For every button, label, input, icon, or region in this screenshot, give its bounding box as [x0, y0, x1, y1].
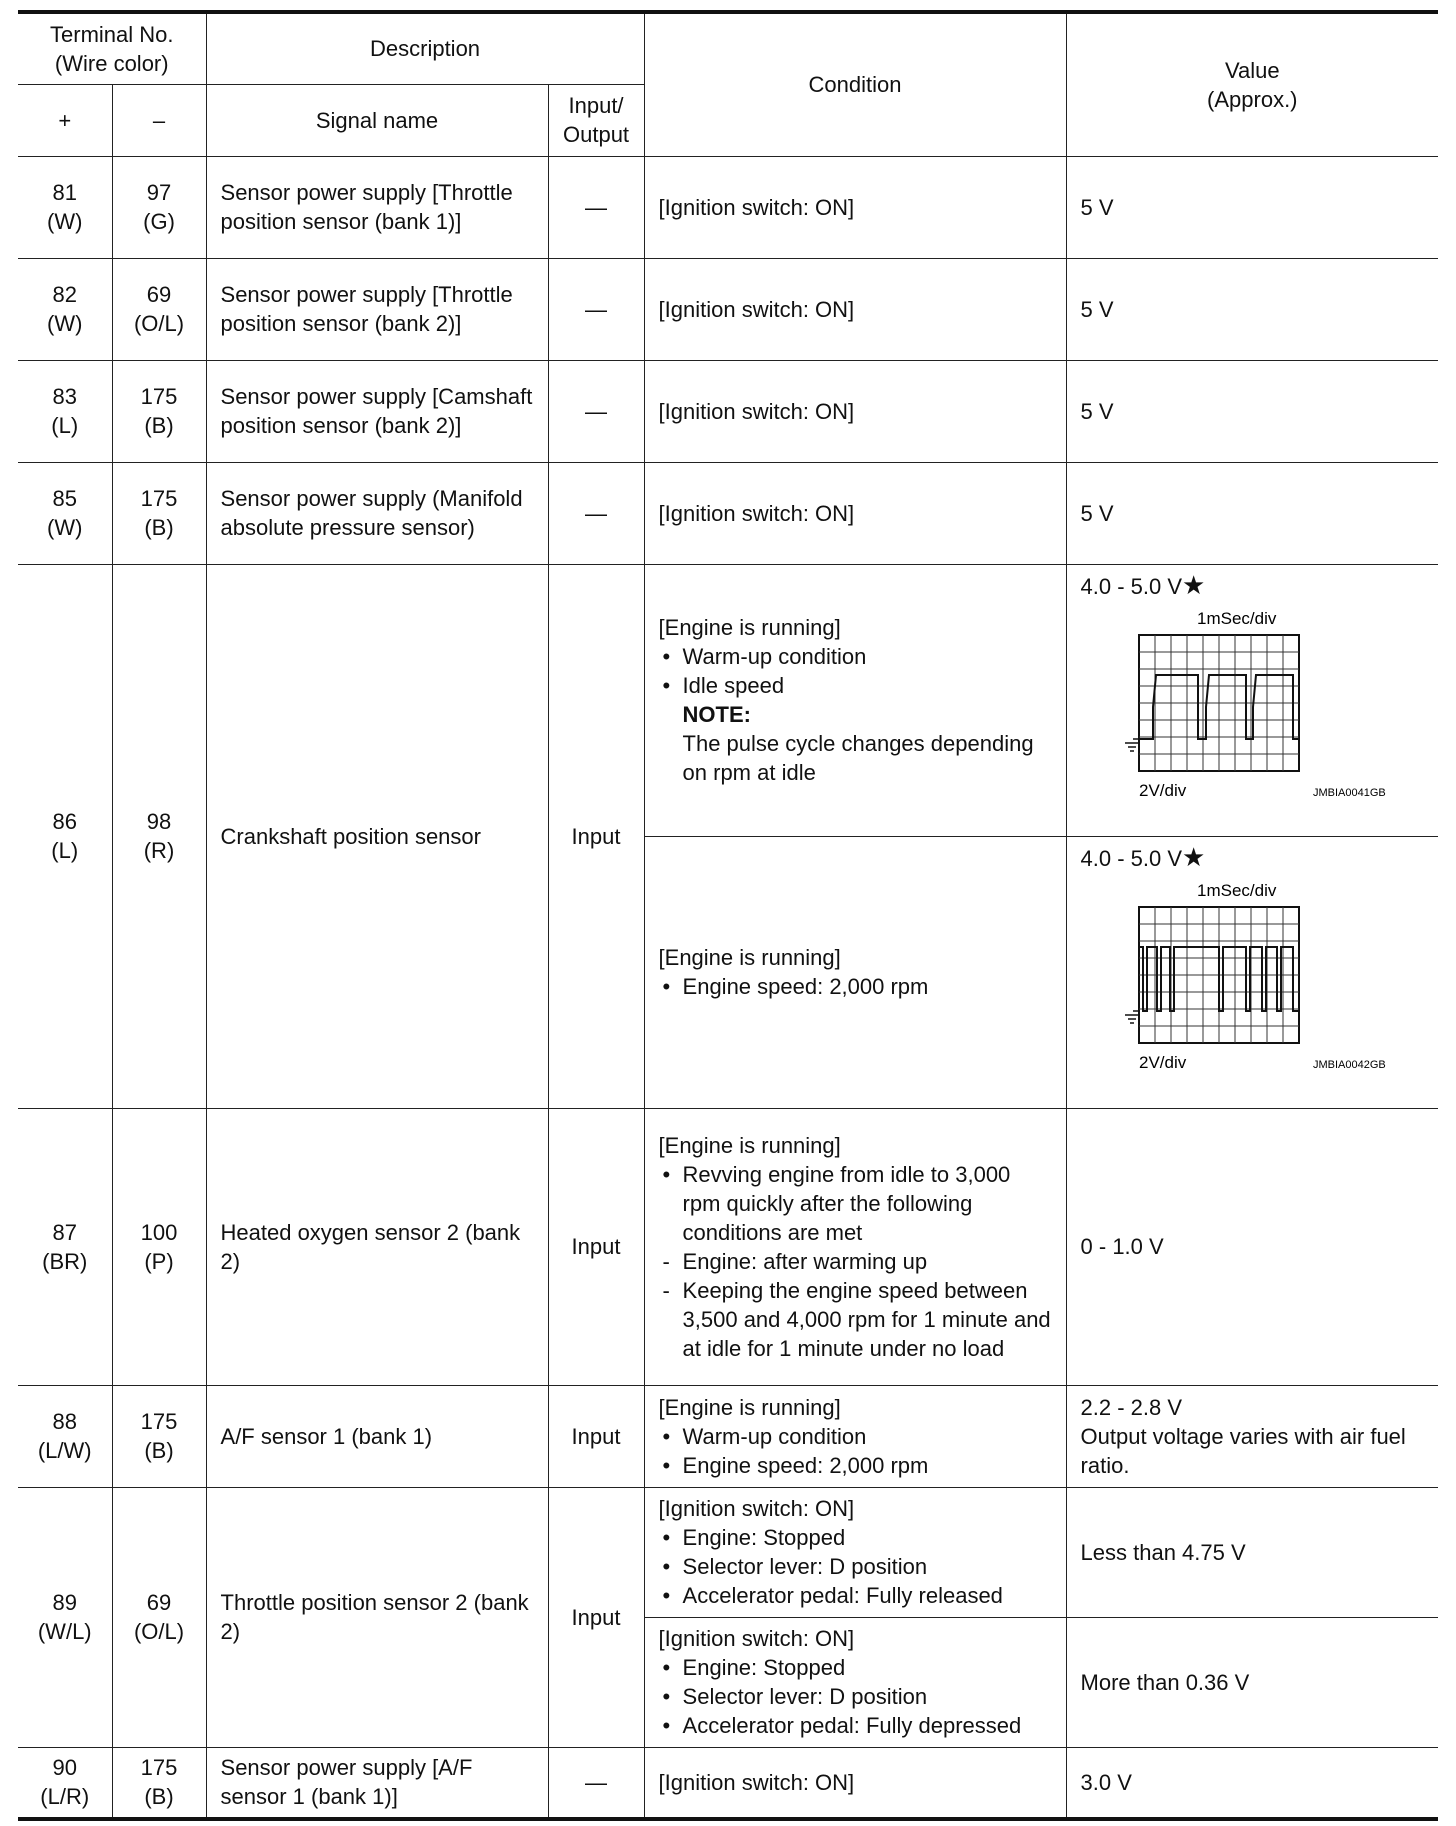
condition: [Ignition switch: ON] — [644, 360, 1066, 462]
signal-name: Sensor power supply [Throttle position sensor (bank 2)] — [206, 258, 548, 360]
value: 3.0 V — [1066, 1747, 1438, 1819]
header-value: Value (Approx.) — [1066, 12, 1438, 156]
plus-terminal: 89 (W/L) — [18, 1487, 112, 1747]
signal-name: Sensor power supply (Manifold absolute pressure sensor) — [206, 462, 548, 564]
list-item: • Engine speed: 2,000 rpm — [662, 974, 929, 999]
value — [1066, 836, 1438, 1108]
list-item: • Accelerator pedal: Fully depressed — [662, 1713, 1022, 1738]
table-row — [18, 1108, 1438, 1385]
list-item: • Selector lever: D position — [662, 1554, 928, 1579]
table-row — [18, 462, 1438, 564]
condition-list — [659, 972, 1052, 1001]
condition: [Engine is running] • Warm-up condition • Idle speed NOTE: The pulse cycle changes depending on rpm at idle — [644, 564, 1066, 836]
minus-terminal: 97 (G) — [112, 156, 206, 258]
condition: [Ignition switch: ON] • Engine: Stopped • Selector lever: D position • Accelerator pedal: Fully depressed — [644, 1617, 1066, 1747]
waveform-trace — [1139, 947, 1299, 1011]
list-item: • Engine: Stopped — [662, 1525, 846, 1550]
table-row — [18, 258, 1438, 360]
condition-list — [659, 642, 1052, 700]
plus-terminal: 88 (L/W) — [18, 1385, 112, 1487]
list-item: • Engine speed: 2,000 rpm — [662, 1452, 929, 1478]
table-row — [18, 1487, 1438, 1617]
header-plus: + — [18, 84, 112, 156]
minus-terminal: 175 (B) — [112, 462, 206, 564]
table-row — [18, 1747, 1438, 1819]
input-output: Input — [548, 564, 644, 1108]
input-output: — — [548, 462, 644, 564]
plus-terminal: 87 (BR) — [18, 1108, 112, 1385]
signal-name: A/F sensor 1 (bank 1) — [206, 1385, 548, 1487]
condition-list — [659, 1422, 1052, 1480]
plus-terminal: 85 (W) — [18, 462, 112, 564]
input-output: — — [548, 258, 644, 360]
oscilloscope-waveform-a — [1081, 603, 1425, 813]
condition-sublist — [659, 1247, 1052, 1363]
note: NOTE: The pulse cycle changes depending on rpm at idle — [682, 702, 1034, 785]
volt-div-label: 2V/div — [1138, 780, 1186, 800]
header-condition: Condition — [644, 12, 1066, 156]
value: 2.2 - 2.8 V Output voltage varies with air fuel ratio. — [1066, 1385, 1438, 1487]
condition-list — [659, 1653, 1052, 1740]
input-output: Input — [548, 1108, 644, 1385]
value — [1066, 564, 1438, 836]
star-icon: ★ — [1182, 569, 1206, 600]
minus-terminal: 69 (O/L) — [112, 258, 206, 360]
input-output: — — [548, 1747, 644, 1819]
list-item: • Revving engine from idle to 3,000 rpm quickly after the following conditions are met — [662, 1161, 1011, 1245]
time-div-label: 1mSec/div — [1196, 880, 1276, 900]
plus-terminal: 86 (L) — [18, 564, 112, 1108]
value: 5 V — [1066, 258, 1438, 360]
minus-terminal: 98 (R) — [112, 564, 206, 1108]
table-row — [18, 156, 1438, 258]
list-item: • Warm-up condition — [662, 644, 867, 669]
signal-name: Sensor power supply [Throttle position sensor (bank 1)] — [206, 156, 548, 258]
figure-code: JMBIA0041GB — [1312, 786, 1386, 799]
list-item: - Keeping the engine speed between 3,500 and 4,000 rpm for 1 minute and at idle for 1 minute under no load — [662, 1277, 1051, 1361]
signal-name: Sensor power supply [Camshaft position sensor (bank 2)] — [206, 360, 548, 462]
figure-code: JMBIA0042GB — [1312, 1058, 1386, 1071]
condition: [Ignition switch: ON] — [644, 1747, 1066, 1819]
star-icon: ★ — [1182, 841, 1206, 872]
time-div-label: 1mSec/div — [1196, 608, 1276, 628]
table-row — [18, 564, 1438, 836]
list-item: • Selector lever: D position — [662, 1684, 928, 1709]
value: Less than 4.75 V — [1066, 1487, 1438, 1617]
list-item: • Engine: Stopped — [662, 1655, 846, 1680]
condition: [Ignition switch: ON] — [644, 462, 1066, 564]
condition: [Engine is running] • Engine speed: 2,000 rpm — [644, 836, 1066, 1108]
header-minus: – — [112, 84, 206, 156]
header-description: Description — [206, 12, 644, 84]
list-item: - Engine: after warming up — [662, 1248, 928, 1274]
signal-name: Sensor power supply [A/F sensor 1 (bank 1)] — [206, 1747, 548, 1819]
signal-name: Throttle position sensor 2 (bank 2) — [206, 1487, 548, 1747]
value: 0 - 1.0 V — [1066, 1108, 1438, 1385]
condition-list — [659, 1160, 1052, 1247]
ground-icon — [1125, 1011, 1139, 1023]
plus-terminal: 90 (L/R) — [18, 1747, 112, 1819]
oscilloscope-waveform-b — [1081, 875, 1425, 1085]
minus-terminal: 100 (P) — [112, 1108, 206, 1385]
minus-terminal: 175 (B) — [112, 1747, 206, 1819]
scope-grid — [1139, 635, 1299, 771]
condition: [Ignition switch: ON] — [644, 156, 1066, 258]
header-signal-name: Signal name — [206, 84, 548, 156]
ground-icon — [1125, 739, 1139, 751]
condition: [Ignition switch: ON] • Engine: Stopped • Selector lever: D position • Accelerator pedal: Fully released — [644, 1487, 1066, 1617]
condition: [Engine is running] • Warm-up condition • Engine speed: 2,000 rpm — [644, 1385, 1066, 1487]
condition: [Engine is running] • Revving engine from idle to 3,000 rpm quickly after the following conditions are met - Engine: after warming up - Keeping the engine speed between 3,500 and 4,000 rpm for 1 minute and at idle for 1 minute under no load — [644, 1108, 1066, 1385]
condition: [Ignition switch: ON] — [644, 258, 1066, 360]
value: 5 V — [1066, 462, 1438, 564]
value: 5 V — [1066, 156, 1438, 258]
header-input-output: Input/ Output — [548, 84, 644, 156]
value: More than 0.36 V — [1066, 1617, 1438, 1747]
list-item: • Warm-up condition — [662, 1423, 867, 1449]
volt-div-label: 2V/div — [1138, 1052, 1186, 1072]
value: 5 V — [1066, 360, 1438, 462]
signal-name: Heated oxygen sensor 2 (bank 2) — [206, 1108, 548, 1385]
minus-terminal: 69 (O/L) — [112, 1487, 206, 1747]
input-output: Input — [548, 1385, 644, 1487]
list-item: • Idle speed — [662, 673, 785, 698]
table-row — [18, 1385, 1438, 1487]
list-item: • Accelerator pedal: Fully released — [662, 1583, 1003, 1608]
header-terminal: Terminal No. (Wire color) — [18, 12, 206, 84]
plus-terminal: 81 (W) — [18, 156, 112, 258]
plus-terminal: 83 (L) — [18, 360, 112, 462]
value-range: 4.0 - 5.0 V★ — [1080, 841, 1206, 872]
ecm-terminal-table — [18, 10, 1438, 1821]
condition-list — [659, 1523, 1052, 1610]
input-output: Input — [548, 1487, 644, 1747]
terminal-table-page — [18, 10, 1438, 1821]
input-output: — — [548, 156, 644, 258]
signal-name: Crankshaft position sensor — [206, 564, 548, 1108]
input-output: — — [548, 360, 644, 462]
table-row — [18, 360, 1438, 462]
minus-terminal: 175 (B) — [112, 360, 206, 462]
plus-terminal: 82 (W) — [18, 258, 112, 360]
value-range: 4.0 - 5.0 V★ — [1080, 569, 1206, 600]
minus-terminal: 175 (B) — [112, 1385, 206, 1487]
